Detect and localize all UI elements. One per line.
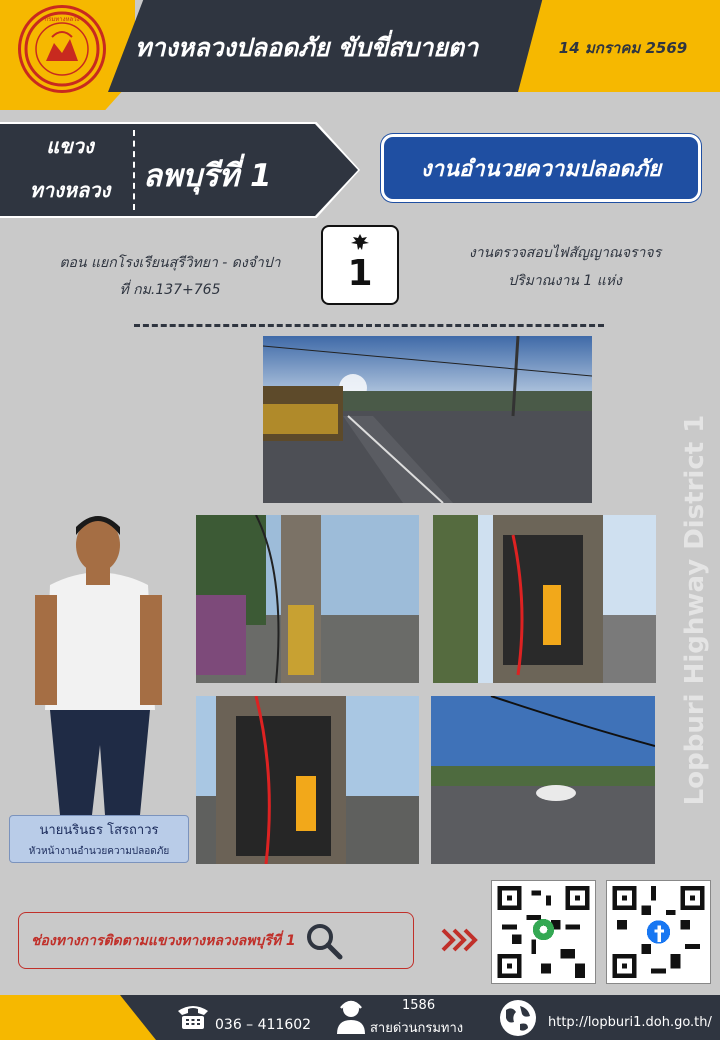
district-label-line2: ทางหลวง — [29, 178, 111, 202]
follow-channel-box[interactable] — [18, 912, 414, 969]
photo-signal-cabinet-1 — [196, 515, 419, 683]
location-km: ที่ กม.137+765 — [119, 282, 221, 298]
svg-text:กรมทางหลวง: กรมทางหลวง — [44, 16, 80, 23]
footer-website-link[interactable]: http://lopburi1.doh.go.th/ — [548, 1015, 712, 1030]
header-date: 14 มกราคม 2569 — [558, 39, 688, 57]
hotline-person-icon — [335, 998, 367, 1036]
staff-photo — [30, 505, 170, 815]
unit-badge: งานอำนวยความปลอดภัย — [381, 134, 701, 202]
location-section: ตอน แยกโรงเรียนสุรีวิทยา - ดงจำปา — [59, 255, 281, 271]
department-logo — [18, 5, 106, 93]
phone-icon — [176, 1001, 210, 1031]
task-description: งานตรวจสอบไฟสัญญาณจราจร — [468, 245, 662, 261]
photo-signal-cabinet-3 — [196, 696, 419, 864]
side-watermark: Lopburi Highway District 1 — [680, 414, 710, 806]
route-sign — [321, 225, 399, 305]
dashed-divider — [134, 324, 604, 327]
garuda-icon — [349, 232, 371, 254]
photo-signal-cabinet-2 — [433, 515, 656, 683]
hotline-label: สายด่วนกรมทาง — [370, 1021, 464, 1036]
double-chevron-icon — [440, 925, 480, 955]
photo-road-overview — [263, 336, 592, 503]
hotline-number[interactable]: 1586 — [402, 998, 436, 1013]
facebook-icon — [647, 920, 670, 943]
qr-code-facebook[interactable] — [606, 880, 711, 984]
district-label-line1: แขวง — [46, 134, 94, 158]
qr-code-maps[interactable] — [491, 880, 596, 984]
staff-name-card — [9, 815, 189, 863]
photo-intersection — [431, 696, 655, 864]
logo-emblem-icon — [22, 9, 102, 89]
footer-phone[interactable]: 036 – 411602 — [215, 1017, 312, 1033]
district-name: ลพบุรีที่ 1 — [143, 158, 272, 194]
header-title: ทางหลวงปลอดภัย ขับขี่สบายตา — [135, 33, 479, 62]
search-icon — [304, 921, 344, 961]
staff-title: หัวหน้างานอำนวยความปลอดภัย — [28, 846, 170, 857]
maps-pin-icon — [533, 919, 554, 940]
district-separator — [133, 130, 135, 210]
globe-icon — [498, 998, 538, 1038]
follow-channel-label: ช่องทางการติดตามแขวงทางหลวงลพบุรีที่ 1 — [31, 932, 296, 949]
task-quantity: ปริมาณงาน 1 แห่ง — [508, 273, 622, 289]
route-number: 1 — [347, 253, 373, 294]
staff-name: นายนรินธร โสรถาวร — [39, 823, 159, 838]
